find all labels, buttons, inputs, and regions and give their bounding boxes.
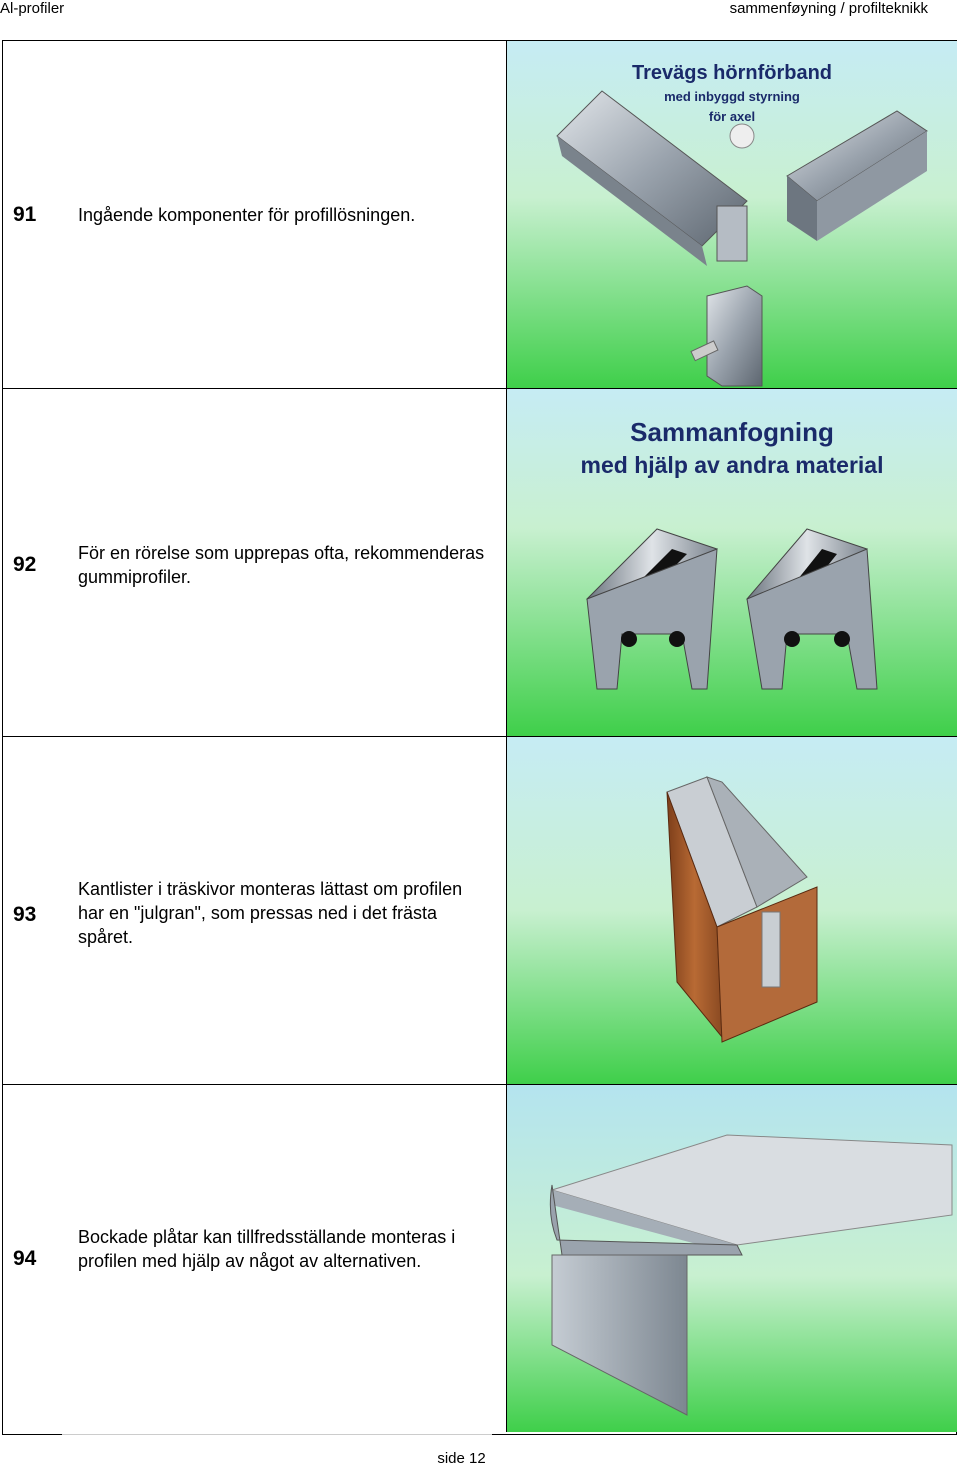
header-right: sammenføyning / profilteknikk	[729, 0, 928, 17]
page-footer	[0, 1450, 923, 1467]
header-left: Al-profiler	[0, 0, 65, 17]
row-number: 93	[13, 903, 37, 926]
footer-rule	[62, 1434, 492, 1435]
row-number: 91	[13, 203, 37, 226]
image-sub2: för axel	[708, 109, 756, 124]
wood-edge-illustration	[507, 737, 957, 1084]
row-93	[3, 737, 956, 1085]
row-91	[3, 41, 956, 389]
bent-sheet-illustration	[507, 1085, 957, 1432]
row-text: För en rörelse som upprepas ofta, rekommenderas gummiprofiler.	[78, 543, 485, 587]
rubber-profile-illustration	[507, 389, 957, 736]
row-text: Kantlister i träskivor monteras lättast om profilen har en "julgran", som pressas ned i det frästa spåret.	[78, 879, 463, 947]
image-sub1: med hjälp av andra material	[580, 452, 884, 478]
corner-joint-image	[506, 41, 957, 388]
row-number: 94	[13, 1247, 37, 1270]
page-number: side 12	[437, 1450, 486, 1467]
row-94	[3, 1085, 956, 1433]
content-table	[2, 40, 957, 1435]
image-title: Sammanfogning	[630, 417, 834, 447]
bent-sheet-image	[506, 1085, 957, 1432]
row-text: Bockade plåtar kan tillfredsställande monteras i profilen med hjälp av något av alternativen.	[78, 1227, 456, 1271]
rubber-profile-image	[506, 389, 957, 736]
row-number: 92	[13, 553, 37, 576]
wood-edge-image	[506, 737, 957, 1084]
corner-joint-illustration	[507, 41, 957, 388]
image-sub1: med inbyggd styrning	[664, 89, 800, 104]
row-92	[3, 389, 956, 737]
row-text: Ingående komponenter för profillösningen.	[78, 205, 416, 225]
image-title: Trevägs hörnförband	[631, 62, 833, 84]
